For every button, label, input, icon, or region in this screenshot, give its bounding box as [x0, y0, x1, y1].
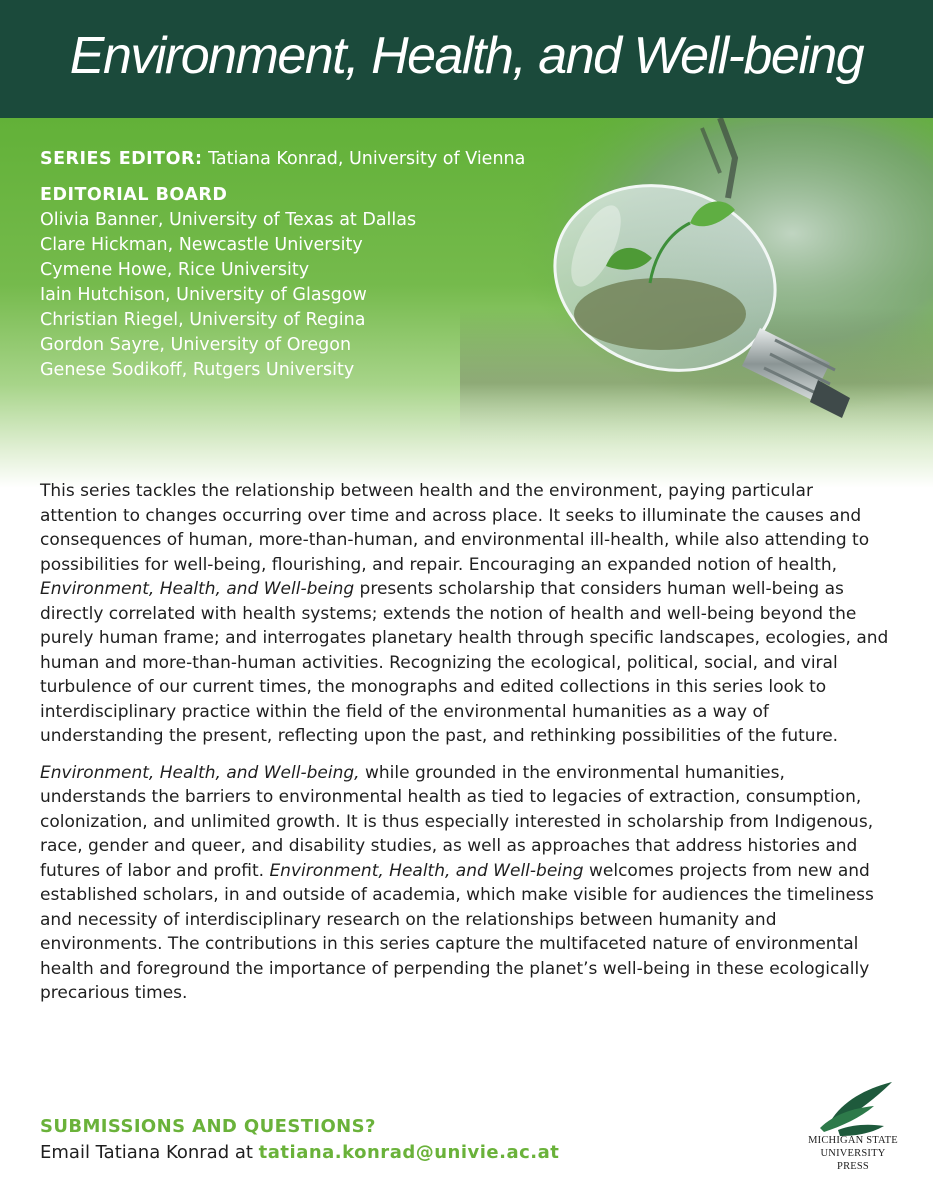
logo-line-2: UNIVERSITY PRESS: [820, 1148, 886, 1172]
paragraph-text: presents scholarship that considers human well-being as directly correlated with health systems; extends the notion of health and well-being beyond the purely human frame; and interrogates planetary health through specific landscapes, ecologies, and human and more-than-human activities. Recognizing the ecological, political, social, and viral turbulence of our current times, the monographs and edited collections in this series look to interdisciplinary practice within the field of the environmental humanities as a way of understanding the present, reflecting upon the past, and rethinking possibilities of the future.: [40, 579, 889, 746]
board-member: Christian Riegel, University of Regina: [40, 310, 366, 330]
series-title-italic: Environment, Health, and Well-being,: [40, 762, 360, 783]
series-title-italic: Environment, Health, and Well-being: [40, 579, 355, 599]
page-title: Environment, Health, and Well-being: [69, 27, 864, 85]
description-paragraph-1: [40, 479, 895, 749]
series-editor-label: SERIES EDITOR:: [40, 149, 203, 169]
board-member: Clare Hickman, Newcastle University: [40, 235, 363, 255]
paragraph-text: welcomes projects from new and established scholars, in and outside of academia, which make visible for audiences the timeliness and necessity of interdisciplinary research on the relationships between humanity and environments. The contributions in this series capture the multifaceted nature of environmental health and foreground the importance of perpending the planet’s well-being in these ecologically precarious times.: [40, 860, 874, 1003]
email-link[interactable]: tatiana.konrad@univie.ac.at: [258, 1142, 560, 1163]
board-member: Cymene Howe, Rice University: [40, 260, 310, 280]
paragraph-text: This series tackles the relationship between health and the environment, paying particular attention to changes occurring over time and across place. It seeks to illuminate the causes and consequences of human, more-than-human, and environmental ill-health, while also attending to possibilities for well-being, flourishing, and repair. Encouraging an expanded notion of health,: [40, 481, 870, 575]
board-member: Genese Sodikoff, Rutgers University: [40, 360, 355, 380]
board-member: Gordon Sayre, University of Oregon: [40, 335, 352, 355]
logo-line-1: MICHIGAN STATE: [808, 1135, 898, 1146]
editors-block: [40, 147, 525, 383]
header-banner: [0, 0, 933, 118]
series-description: [40, 479, 895, 1018]
series-title-italic: Environment, Health, and Well-being: [269, 860, 584, 881]
email-line: [40, 1140, 559, 1166]
series-editor-line: [40, 147, 525, 172]
paragraph-text: while grounded in the environmental humanities, understands the barriers to environmental health as tied to legacies of extraction, consumption, colonization, and unlimited growth. It is thus especially interested in scholarship from Indigenous, race, gender and queer, and disability studies, as well as approaches that address histories and futures of labor and profit.: [40, 762, 874, 881]
board-member: Iain Hutchison, University of Glasgow: [40, 285, 367, 305]
series-editor-value: Tatiana Konrad, University of Vienna: [208, 149, 526, 169]
submissions-block: [40, 1114, 559, 1166]
editorial-board-heading: EDITORIAL BOARD: [40, 185, 228, 205]
description-paragraph-2: [40, 761, 895, 1006]
logo-wordmark: [805, 1134, 901, 1173]
email-prefix: Email Tatiana Konrad at: [40, 1142, 259, 1163]
board-member: Olivia Banner, University of Texas at Dallas: [40, 210, 417, 230]
submissions-heading: SUBMISSIONS AND QUESTIONS?: [40, 1116, 376, 1137]
